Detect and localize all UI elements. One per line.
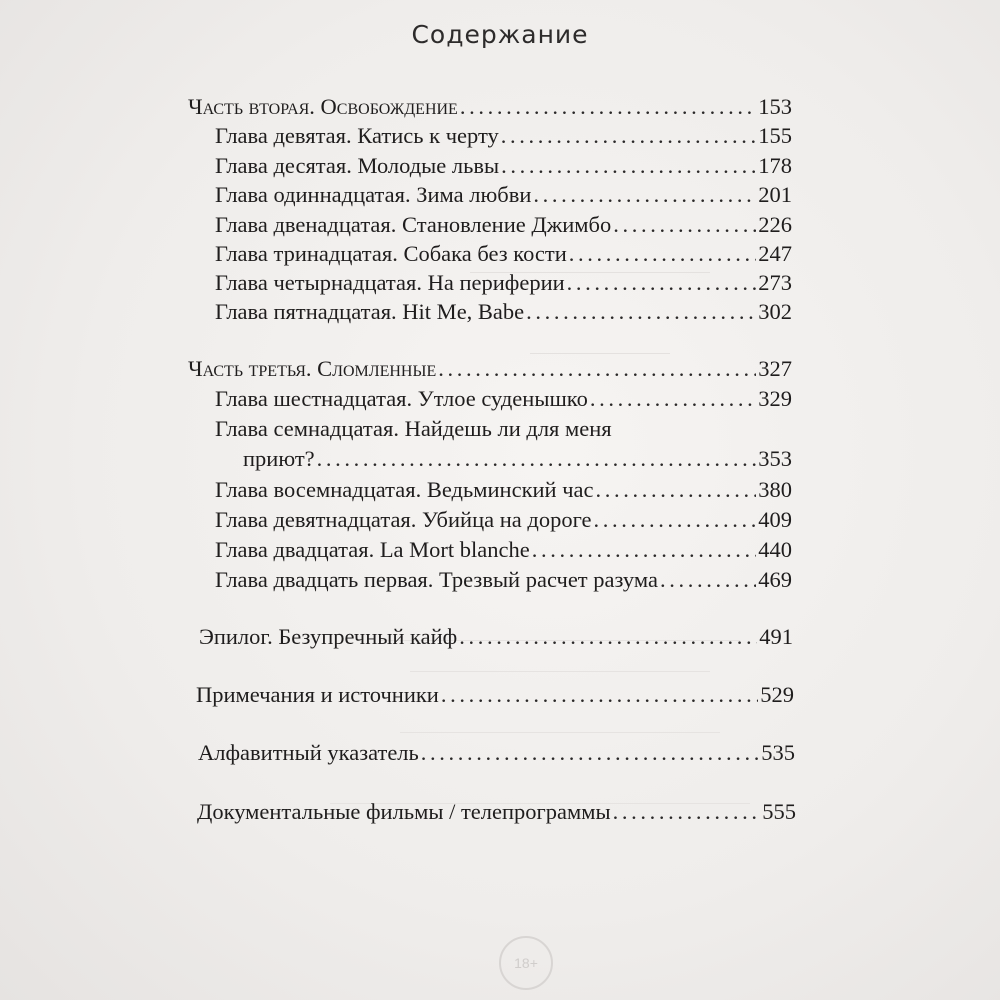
dot-leader bbox=[613, 797, 761, 827]
toc-entry-page: 201 bbox=[758, 182, 792, 207]
dot-leader bbox=[317, 444, 757, 474]
toc-entry-label: Глава четырнадцатая. На периферии bbox=[215, 270, 565, 295]
age-rating-badge: 18+ bbox=[499, 936, 553, 990]
toc-entry-page: 491 bbox=[759, 624, 793, 649]
toc-entry-label: приют? bbox=[243, 446, 315, 471]
dot-leader bbox=[594, 505, 757, 535]
toc-entry-part-2[interactable] bbox=[188, 92, 792, 122]
dot-leader bbox=[501, 151, 756, 181]
toc-entry-page: 529 bbox=[760, 682, 794, 707]
toc-entry-index[interactable] bbox=[198, 738, 795, 768]
toc-entry-chapter-19[interactable] bbox=[215, 505, 792, 535]
toc-entry-label: Глава десятая. Молодые львы bbox=[215, 153, 500, 178]
toc-entry-label: Документальные фильмы / телепрограммы bbox=[197, 799, 611, 824]
toc-entry-epilogue[interactable] bbox=[199, 622, 793, 652]
dot-leader bbox=[596, 475, 757, 505]
dot-leader bbox=[526, 297, 756, 327]
toc-entry-page: 273 bbox=[758, 270, 792, 295]
toc-entry-page: 247 bbox=[758, 241, 792, 266]
toc-entry-label: Часть третья. Сломленные bbox=[188, 356, 437, 381]
toc-entry-chapter-10[interactable] bbox=[215, 151, 792, 181]
dot-leader bbox=[567, 268, 757, 298]
dot-leader bbox=[441, 680, 758, 710]
toc-entry-label: Алфавитный указатель bbox=[198, 740, 419, 765]
toc-entry-page: 178 bbox=[758, 153, 792, 178]
toc-entry-label: Глава одиннадцатая. Зима любви bbox=[215, 182, 532, 207]
toc-entry-label: Глава девятнадцатая. Убийца на дороге bbox=[215, 507, 592, 532]
toc-entry-chapter-18[interactable] bbox=[215, 475, 792, 505]
toc-entry-label: Глава девятая. Катись к черту bbox=[215, 123, 499, 148]
toc-entry-page: 440 bbox=[758, 537, 792, 562]
toc-entry-chapter-17-line-1[interactable]: Глава семнадцатая. Найдешь ли для меня bbox=[215, 416, 612, 441]
toc-entry-page: 302 bbox=[758, 299, 792, 324]
dot-leader bbox=[421, 738, 759, 768]
toc-entry-label: Глава шестнадцатая. Утлое суденышко bbox=[215, 386, 588, 411]
toc-entry-notes[interactable] bbox=[196, 680, 794, 710]
toc-entry-page: 153 bbox=[758, 94, 792, 119]
toc-entry-label: Глава двадцатая. La Mort blanche bbox=[215, 537, 530, 562]
toc-entry-page: 353 bbox=[758, 446, 792, 471]
toc-entry-chapter-17[interactable] bbox=[243, 444, 792, 474]
dot-leader bbox=[438, 354, 756, 384]
toc-entry-page: 409 bbox=[758, 507, 792, 532]
dot-leader bbox=[590, 384, 756, 414]
toc-entry-label: Глава двенадцатая. Становление Джимбо bbox=[215, 212, 612, 237]
toc-entry-chapter-14[interactable] bbox=[215, 268, 792, 298]
toc-entry-page: 155 bbox=[758, 123, 792, 148]
dot-leader bbox=[460, 92, 756, 122]
toc-entry-page: 329 bbox=[758, 386, 792, 411]
dot-leader bbox=[660, 565, 756, 595]
toc-entry-chapter-9[interactable] bbox=[215, 121, 792, 151]
toc-entry-label: Часть вторая. Освобождение bbox=[188, 94, 458, 119]
toc-entry-part-3[interactable] bbox=[188, 354, 792, 384]
toc-entry-label: Глава восемнадцатая. Ведьминский час bbox=[215, 477, 594, 502]
toc-entry-chapter-20[interactable] bbox=[215, 535, 792, 565]
toc-entry-chapter-12[interactable] bbox=[215, 210, 792, 240]
toc-entry-label: Примечания и источники bbox=[196, 682, 439, 707]
dot-leader bbox=[533, 180, 756, 210]
dot-leader bbox=[532, 535, 756, 565]
dot-leader bbox=[613, 210, 756, 240]
toc-entry-chapter-21[interactable] bbox=[215, 565, 792, 595]
toc-entry-page: 469 bbox=[758, 567, 792, 592]
dot-leader bbox=[501, 121, 757, 151]
toc-entry-label: Глава двадцать первая. Трезвый расчет разума bbox=[215, 567, 658, 592]
toc-entry-label: Глава пятнадцатая. Hit Me, Babe bbox=[215, 299, 525, 324]
page-title: Содержание bbox=[411, 20, 589, 49]
toc-entry-page: 555 bbox=[762, 799, 796, 824]
toc-entry-page: 535 bbox=[761, 740, 795, 765]
dot-leader bbox=[569, 239, 756, 269]
toc-entry-label: Глава тринадцатая. Собака без кости bbox=[215, 241, 567, 266]
toc-entry-chapter-16[interactable] bbox=[215, 384, 792, 414]
toc-entry-chapter-15[interactable] bbox=[215, 297, 792, 327]
toc-entry-page: 327 bbox=[758, 356, 792, 381]
toc-entry-page: 226 bbox=[758, 212, 792, 237]
toc-entry-chapter-11[interactable] bbox=[215, 180, 792, 210]
toc-entry-chapter-13[interactable] bbox=[215, 239, 792, 269]
toc-entry-page: 380 bbox=[758, 477, 792, 502]
toc-entry-documentaries[interactable] bbox=[197, 797, 796, 827]
toc-entry-label: Эпилог. Безупречный кайф bbox=[199, 624, 458, 649]
dot-leader bbox=[459, 622, 757, 652]
